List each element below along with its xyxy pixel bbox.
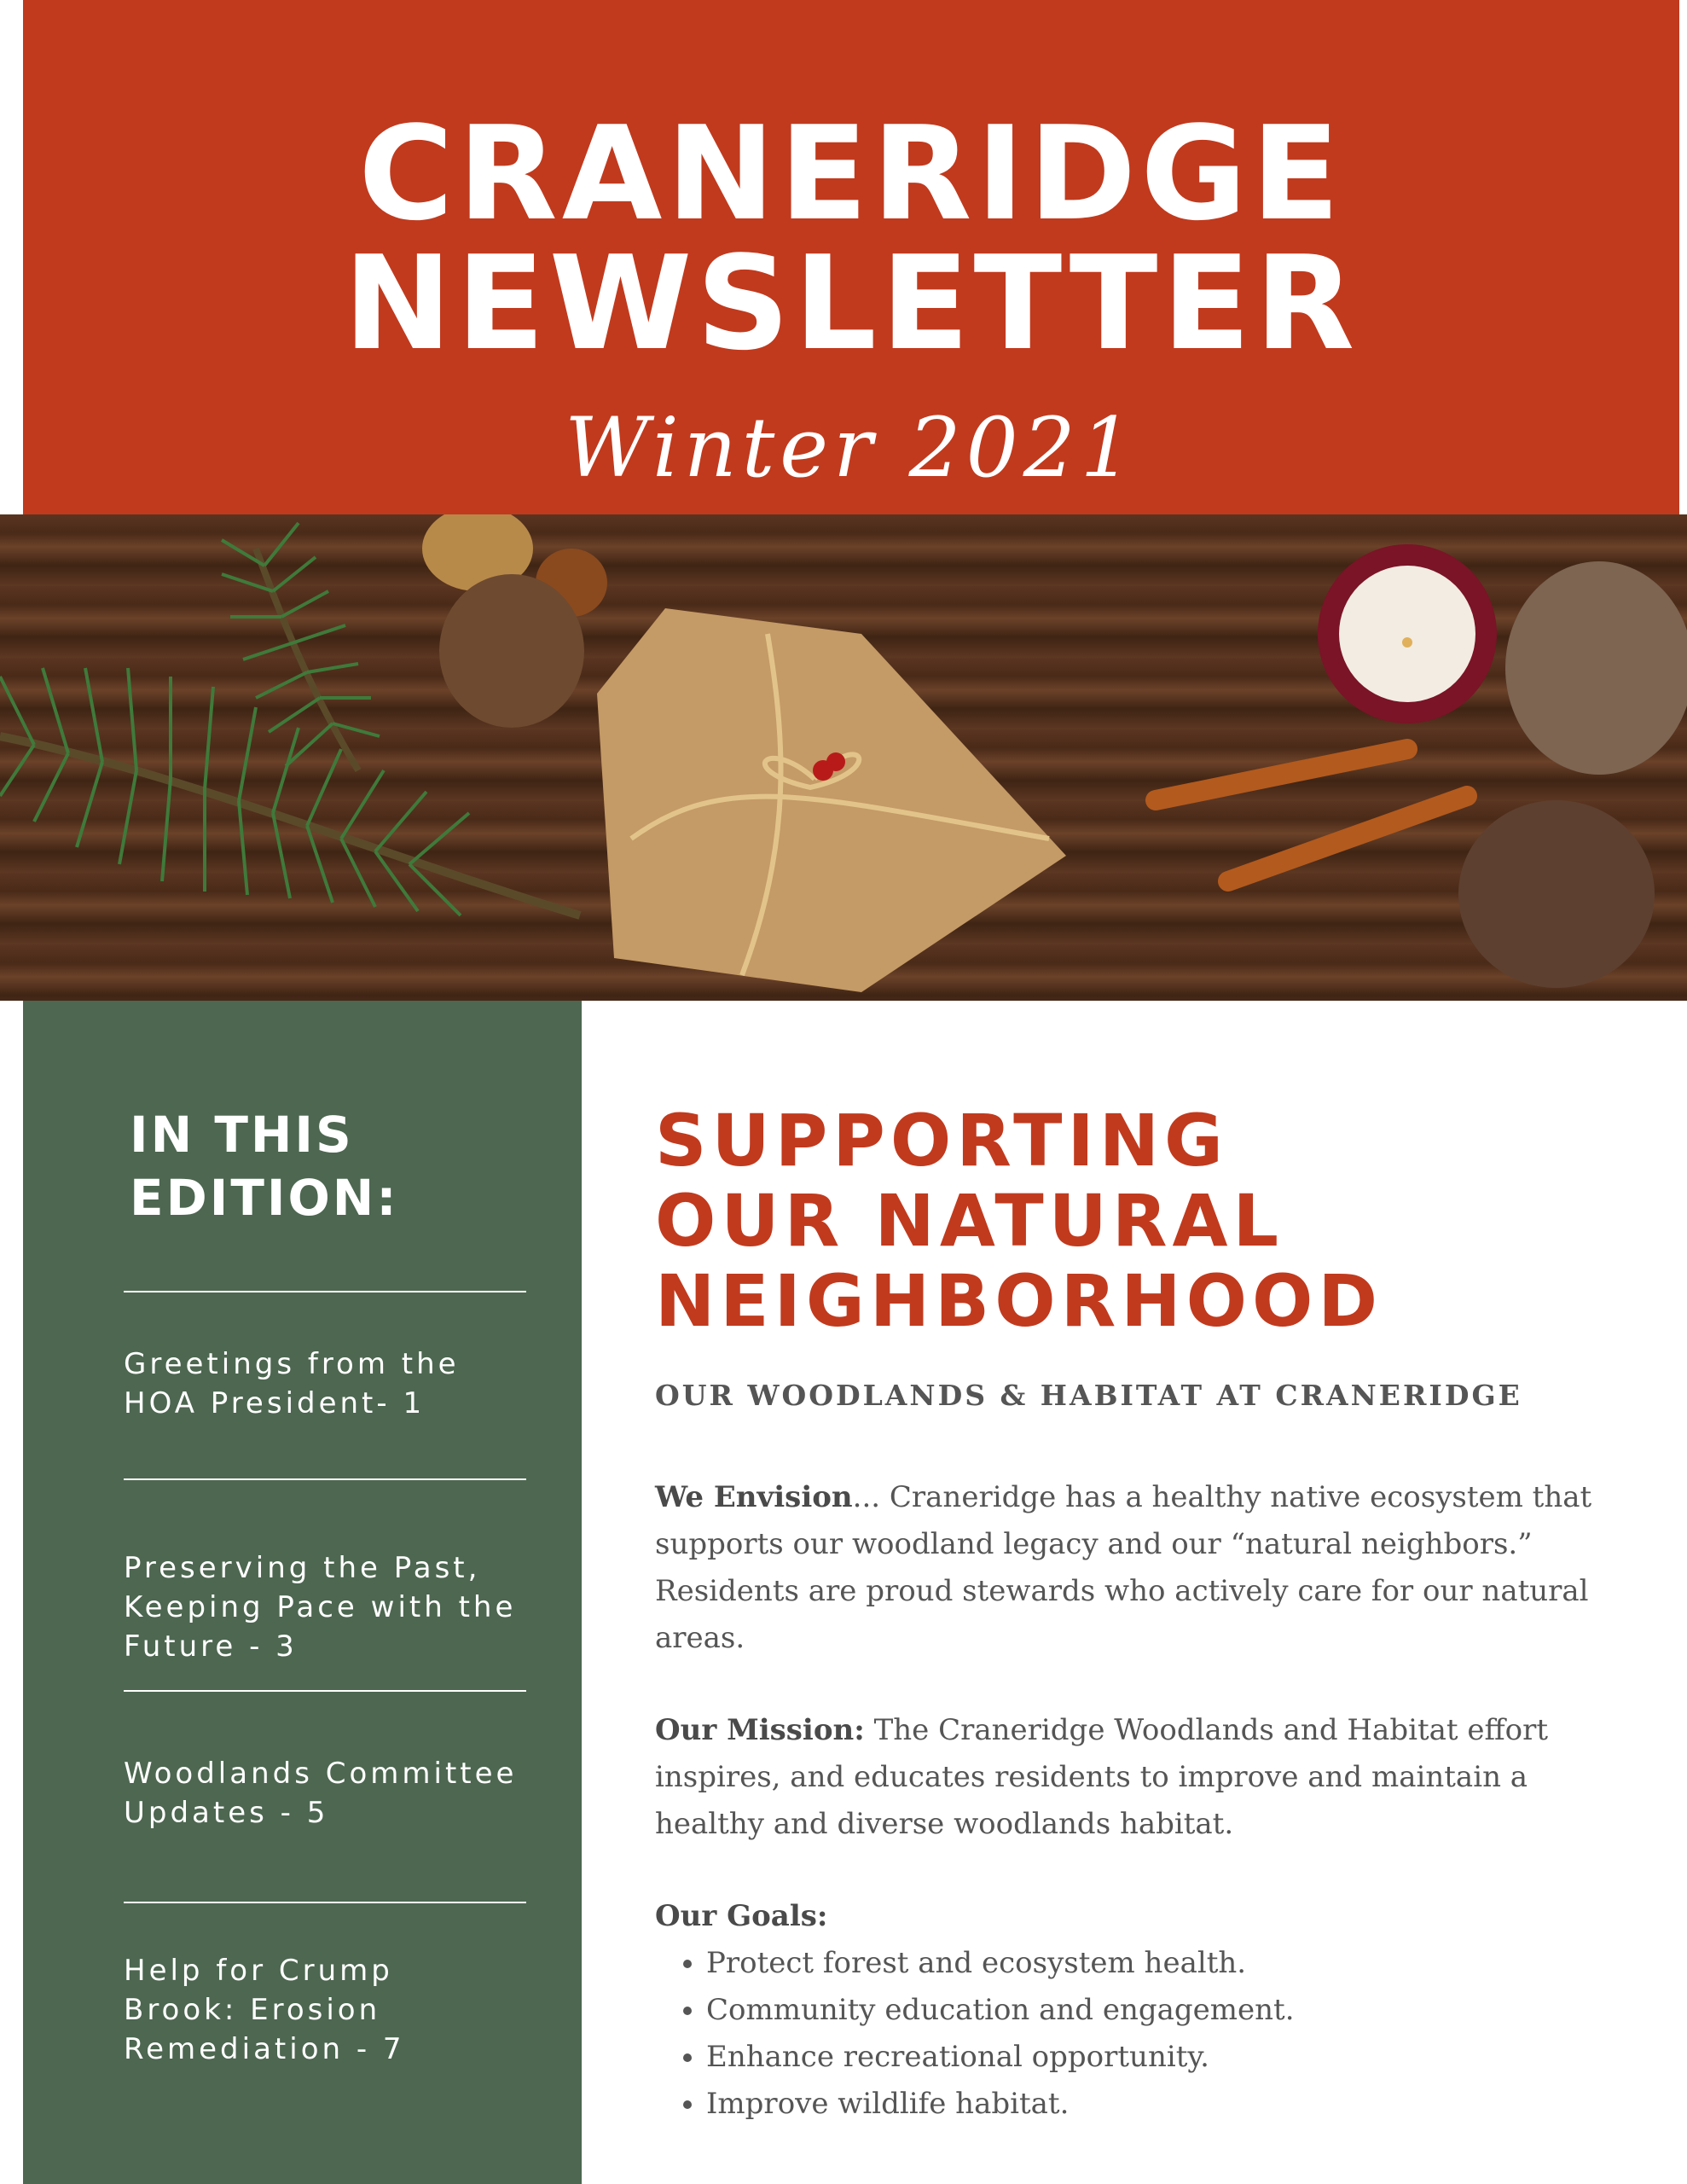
pine-cone-right xyxy=(1505,561,1687,775)
article-headline xyxy=(655,1101,1619,1341)
title-line-1: CRANERIDGE xyxy=(358,98,1344,249)
toc-item-preserving[interactable] xyxy=(124,1548,550,1666)
mission-paragraph xyxy=(655,1707,1619,1848)
toc-item-line: Greetings from the xyxy=(124,1347,460,1381)
goals-label: Our Goals: xyxy=(655,1899,828,1933)
toc-item-line: Brook: Erosion xyxy=(124,1993,381,2027)
list-item: • Enhance recreational opportunity. xyxy=(706,2034,1619,2081)
toc-item-line: HOA President- 1 xyxy=(124,1386,426,1420)
toc-item-line: Preserving the Past, xyxy=(124,1551,481,1585)
toc-item-line: Woodlands Committee xyxy=(124,1757,518,1791)
divider xyxy=(124,1690,526,1692)
toc-item-line: Remediation - 7 xyxy=(124,2032,405,2066)
newsletter-title xyxy=(23,98,1679,379)
edition-label: Winter 2021 xyxy=(565,400,1138,496)
list-item: • Community education and engagement. xyxy=(706,1987,1619,2034)
list-item: • Protect forest and ecosystem health. xyxy=(706,1940,1619,1987)
table-of-contents xyxy=(23,1001,582,2184)
pine-cone xyxy=(439,574,584,728)
toc-item-line: Keeping Pace with the xyxy=(124,1590,517,1624)
toc-title-line-1: IN THIS xyxy=(130,1106,354,1164)
tea-candle xyxy=(1318,544,1497,723)
headline-line-3: NEIGHBORHOOD xyxy=(655,1259,1383,1343)
gift-box xyxy=(597,608,1066,992)
divider xyxy=(124,1902,526,1903)
toc-item-woodlands[interactable] xyxy=(124,1754,550,1833)
headline-line-1: SUPPORTING xyxy=(655,1099,1228,1182)
goals-list xyxy=(655,1940,1619,2128)
vision-text: ... Craneridge has a healthy native ecosystem that supports our woodland legacy and our “natural neighbors.” Residents are proud stewards who actively care for our natural areas. xyxy=(655,1480,1592,1655)
divider xyxy=(124,1478,526,1480)
hero-illustration xyxy=(0,514,1687,1001)
vision-paragraph xyxy=(655,1474,1619,1662)
toc-title xyxy=(130,1103,539,1229)
cinnamon-sticks xyxy=(1156,749,1467,881)
main-article xyxy=(655,1101,1619,2128)
pine-cone-bottom xyxy=(1458,800,1655,988)
vision-label: We Envision xyxy=(655,1480,853,1514)
list-item: • Improve wildlife habitat. xyxy=(706,2081,1619,2128)
headline-line-2: OUR NATURAL xyxy=(655,1179,1284,1263)
mission-label: Our Mission: xyxy=(655,1713,865,1747)
mission-text: The Craneridge Woodlands and Habitat effort inspires, and educates residents to improve and maintain a healthy and diverse woodlands habitat. xyxy=(655,1713,1549,1841)
article-subheading: OUR WOODLANDS & HABITAT AT CRANERIDGE xyxy=(655,1379,1522,1412)
toc-item-line: Help for Crump xyxy=(124,1954,393,1988)
divider xyxy=(124,1291,526,1292)
hero-image xyxy=(0,514,1687,1001)
toc-item-line: Future - 3 xyxy=(124,1629,298,1664)
goals-heading xyxy=(655,1893,1619,1940)
toc-title-line-2: EDITION: xyxy=(130,1169,399,1227)
toc-item-crump-brook[interactable] xyxy=(124,1951,550,2069)
newsletter-header xyxy=(23,0,1679,534)
toc-item-greetings[interactable] xyxy=(124,1345,550,1423)
toc-item-line: Updates - 5 xyxy=(124,1796,329,1830)
title-line-2: NEWSLETTER xyxy=(343,228,1359,379)
